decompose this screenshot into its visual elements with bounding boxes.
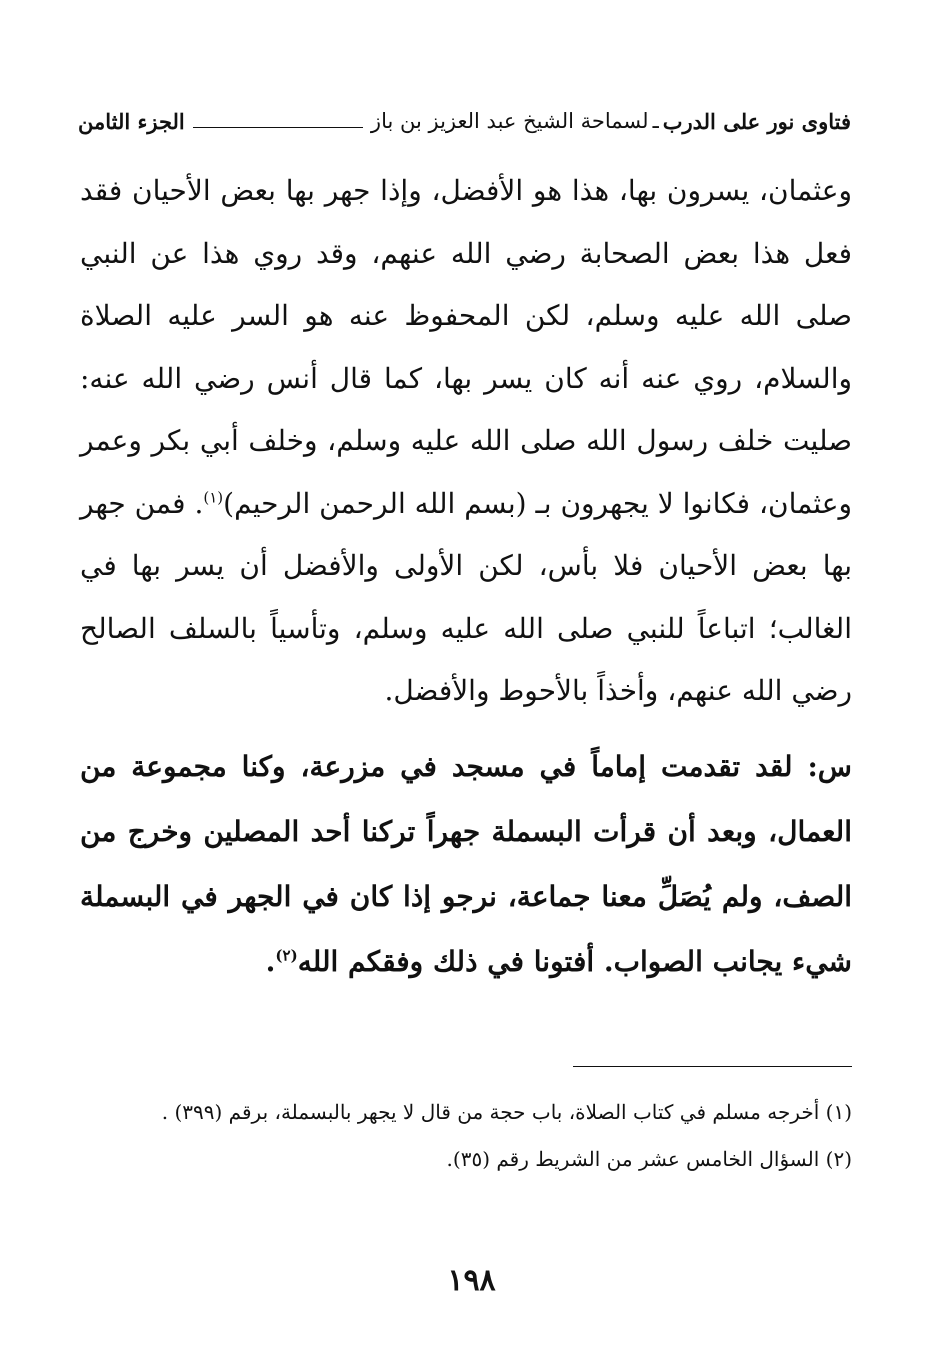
answer-paragraph — [80, 160, 852, 723]
author-attribution: لسماحة الشيخ عبد العزيز بن باز — [370, 109, 649, 133]
question-prefix: س: — [792, 750, 852, 783]
question-block — [80, 734, 852, 994]
header-rule — [193, 127, 363, 128]
footnote-2-text: السؤال الخامس عشر من الشريط رقم (٣٥). — [446, 1147, 826, 1171]
footnote-reference-2: (٢) — [275, 946, 298, 965]
footnote-1-marker: (١) — [825, 1100, 852, 1124]
footnote-2 — [80, 1142, 852, 1177]
question-text: لقد تقدمت إماماً في مسجد في مزرعة، وكنا مجموعة من العمال، وبعد أن قرأت البسملة جهراً تركنا أحد المصلين وخرج من الصف، ولم يُصَلِّ معنا جماعة، نرجو إذا كان في الجهر في البسملة شيء يجانب الصواب. أفتونا في ذلك وفقكم الله — [80, 750, 852, 978]
answer-text-part-2: . فمن جهر بها بعض الأحيان فلا بأس، لكن الأولى والأفضل أن يسر بها في الغالب؛ اتباعاً للنبي صلى الله عليه وسلم، وتأسياً بالسلف الصالح رضي الله عنهم، وأخذاً بالأحوط والأفضل. — [80, 486, 852, 707]
footnote-2-marker: (٢) — [825, 1147, 852, 1171]
series-title: فتاوى نور على الدرب — [662, 108, 851, 134]
page-number: ١٩٨ — [447, 1263, 496, 1298]
volume-label: الجزء الثامن — [78, 108, 185, 134]
answer-text — [80, 160, 852, 723]
answer-text-part-1: وعثمان، يسرون بها، هذا هو الأفضل، وإذا جهر بها بعض الأحيان فقد فعل هذا بعض الصحابة رضي الله عنهم، وقد روي هذا عن النبي صلى الله عليه وسلم، لكن المحفوظ عنه هو السر عليه الصلاة والسلام، روي عنه أنه كان يسر بها، كما قال أنس رضي الله عنه: صليت خلف رسول الله صلى الله عليه وسلم، وخلف أبي بكر وعمر وعثمان، فكانوا لا يجهرون بـ (بسم الله الرحمن الرحيم) — [80, 174, 852, 520]
footnote-1-text: أخرجه مسلم في كتاب الصلاة، باب حجة من قال لا يجهر بالبسملة، برقم (٣٩٩) . — [161, 1100, 826, 1124]
footnote-1 — [80, 1095, 852, 1130]
footnote-reference-1: (١) — [203, 488, 224, 507]
header-separator: ـ — [652, 109, 659, 133]
running-header — [78, 103, 851, 139]
question-end: . — [265, 945, 276, 978]
footnote-divider — [573, 1066, 852, 1067]
footnotes-section — [80, 1095, 852, 1189]
